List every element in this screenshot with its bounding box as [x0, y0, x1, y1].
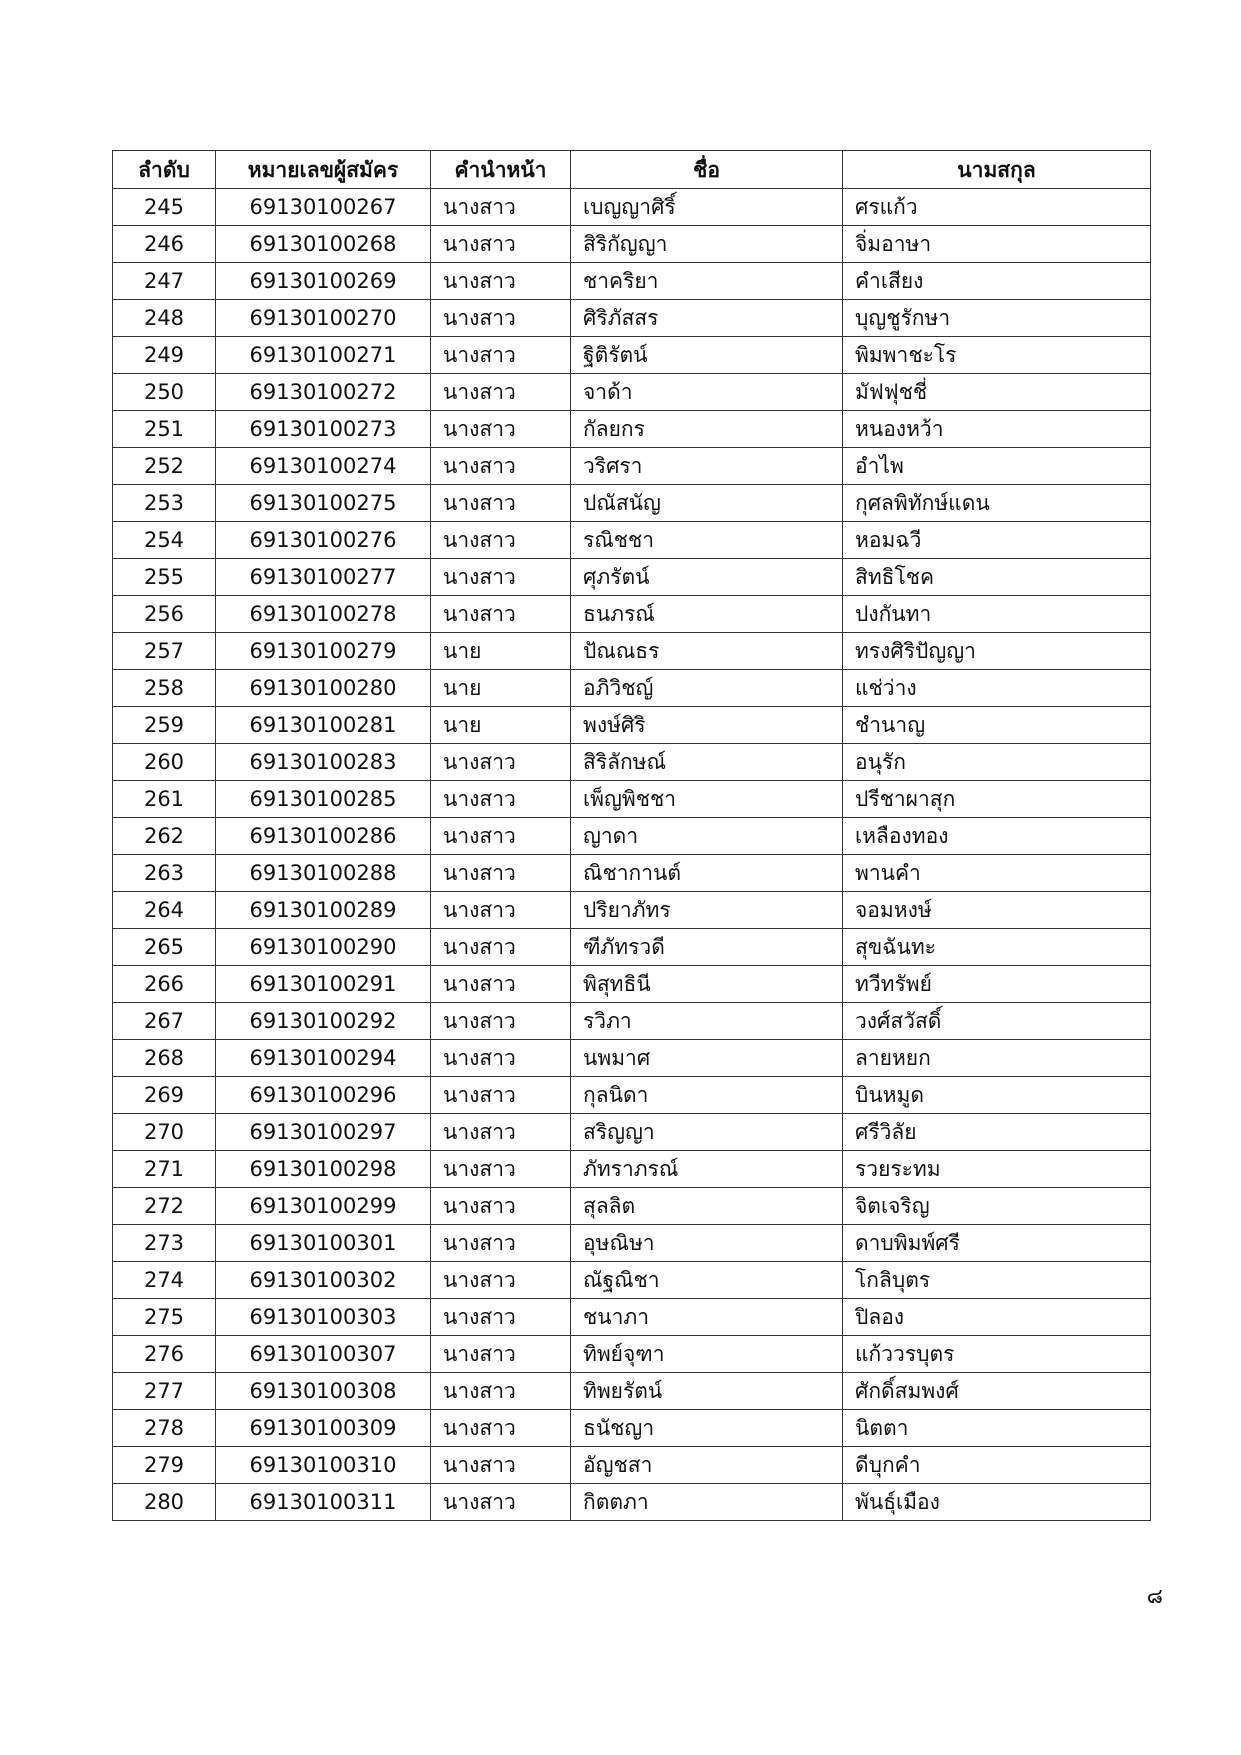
cell-applicant-id: 69130100281 [216, 707, 431, 744]
table-row [113, 337, 1151, 374]
cell-seq: 246 [113, 226, 216, 263]
cell-prefix: นาย [431, 670, 571, 707]
cell-first-name: ฐิติรัตน์ [571, 337, 843, 374]
cell-last-name: จิ่มอาษา [843, 226, 1151, 263]
cell-applicant-id: 69130100298 [216, 1151, 431, 1188]
cell-first-name: อุษณิษา [571, 1225, 843, 1262]
cell-prefix: นางสาว [431, 781, 571, 818]
cell-applicant-id: 69130100272 [216, 374, 431, 411]
cell-prefix: นางสาว [431, 1447, 571, 1484]
table-row [113, 522, 1151, 559]
cell-prefix: นางสาว [431, 1262, 571, 1299]
cell-applicant-id: 69130100307 [216, 1336, 431, 1373]
table-row [113, 263, 1151, 300]
cell-seq: 255 [113, 559, 216, 596]
cell-last-name: รวยระทม [843, 1151, 1151, 1188]
cell-first-name: สริญญา [571, 1114, 843, 1151]
table-body [113, 189, 1151, 1521]
cell-last-name: จอมหงษ์ [843, 892, 1151, 929]
cell-prefix: นางสาว [431, 1299, 571, 1336]
cell-first-name: รวิภา [571, 1003, 843, 1040]
cell-seq: 247 [113, 263, 216, 300]
cell-last-name: ปิลอง [843, 1299, 1151, 1336]
cell-last-name: ดาบพิมพ์ศรี [843, 1225, 1151, 1262]
cell-seq: 277 [113, 1373, 216, 1410]
cell-applicant-id: 69130100277 [216, 559, 431, 596]
table-header [113, 151, 1151, 189]
cell-prefix: นางสาว [431, 1151, 571, 1188]
cell-first-name: ณิชากานต์ [571, 855, 843, 892]
cell-prefix: นางสาว [431, 485, 571, 522]
cell-seq: 256 [113, 596, 216, 633]
cell-prefix: นางสาว [431, 966, 571, 1003]
cell-prefix: นางสาว [431, 522, 571, 559]
cell-seq: 249 [113, 337, 216, 374]
cell-seq: 271 [113, 1151, 216, 1188]
table-row [113, 1188, 1151, 1225]
table-row [113, 1447, 1151, 1484]
cell-prefix: นางสาว [431, 1484, 571, 1521]
cell-seq: 270 [113, 1114, 216, 1151]
table-row [113, 744, 1151, 781]
cell-applicant-id: 69130100302 [216, 1262, 431, 1299]
cell-last-name: โกลิบุตร [843, 1262, 1151, 1299]
cell-applicant-id: 69130100288 [216, 855, 431, 892]
cell-first-name: ทิพย์จุฑา [571, 1336, 843, 1373]
cell-applicant-id: 69130100270 [216, 300, 431, 337]
cell-prefix: นางสาว [431, 263, 571, 300]
cell-seq: 275 [113, 1299, 216, 1336]
cell-last-name: พันธุ์เมือง [843, 1484, 1151, 1521]
cell-first-name: ปณัสนัญ [571, 485, 843, 522]
cell-first-name: ปริยาภัทร [571, 892, 843, 929]
table-row [113, 670, 1151, 707]
table-row [113, 1262, 1151, 1299]
cell-seq: 269 [113, 1077, 216, 1114]
table-row [113, 818, 1151, 855]
cell-first-name: ธนัชญา [571, 1410, 843, 1447]
table-row [113, 781, 1151, 818]
cell-last-name: แช่ว่าง [843, 670, 1151, 707]
cell-applicant-id: 69130100297 [216, 1114, 431, 1151]
cell-prefix: นางสาว [431, 559, 571, 596]
cell-last-name: ชำนาญ [843, 707, 1151, 744]
cell-first-name: ศุภรัตน์ [571, 559, 843, 596]
cell-applicant-id: 69130100274 [216, 448, 431, 485]
cell-prefix: นางสาว [431, 596, 571, 633]
cell-seq: 267 [113, 1003, 216, 1040]
cell-applicant-id: 69130100279 [216, 633, 431, 670]
cell-seq: 278 [113, 1410, 216, 1447]
cell-first-name: วริศรา [571, 448, 843, 485]
cell-first-name: ชนาภา [571, 1299, 843, 1336]
cell-prefix: นางสาว [431, 892, 571, 929]
header-prefix: คำนำหน้า [431, 151, 571, 189]
cell-seq: 264 [113, 892, 216, 929]
cell-seq: 258 [113, 670, 216, 707]
table-row [113, 596, 1151, 633]
cell-seq: 257 [113, 633, 216, 670]
table-row [113, 1114, 1151, 1151]
table-row [113, 1003, 1151, 1040]
cell-seq: 274 [113, 1262, 216, 1299]
cell-applicant-id: 69130100291 [216, 966, 431, 1003]
table-row [113, 1225, 1151, 1262]
cell-seq: 254 [113, 522, 216, 559]
table-row [113, 1040, 1151, 1077]
cell-applicant-id: 69130100286 [216, 818, 431, 855]
cell-last-name: มัฟฟุชชี่ [843, 374, 1151, 411]
cell-last-name: ทรงศิริปัญญา [843, 633, 1151, 670]
cell-seq: 272 [113, 1188, 216, 1225]
cell-prefix: นางสาว [431, 1373, 571, 1410]
cell-seq: 260 [113, 744, 216, 781]
table-row [113, 855, 1151, 892]
cell-first-name: ชาคริยา [571, 263, 843, 300]
cell-first-name: ศิริภัสสร [571, 300, 843, 337]
cell-prefix: นางสาว [431, 1040, 571, 1077]
cell-applicant-id: 69130100299 [216, 1188, 431, 1225]
cell-last-name: จิตเจริญ [843, 1188, 1151, 1225]
cell-seq: 280 [113, 1484, 216, 1521]
cell-last-name: นิตตา [843, 1410, 1151, 1447]
table-row [113, 189, 1151, 226]
cell-first-name: ธนภรณ์ [571, 596, 843, 633]
cell-prefix: นางสาว [431, 1114, 571, 1151]
header-seq: ลำดับ [113, 151, 216, 189]
cell-applicant-id: 69130100285 [216, 781, 431, 818]
cell-applicant-id: 69130100268 [216, 226, 431, 263]
cell-prefix: นางสาว [431, 374, 571, 411]
cell-prefix: นางสาว [431, 1003, 571, 1040]
cell-prefix: นางสาว [431, 411, 571, 448]
cell-prefix: นาย [431, 707, 571, 744]
cell-first-name: กิตตภา [571, 1484, 843, 1521]
cell-last-name: ศรแก้ว [843, 189, 1151, 226]
cell-last-name: ปงกันทา [843, 596, 1151, 633]
cell-first-name: รณิชชา [571, 522, 843, 559]
cell-seq: 248 [113, 300, 216, 337]
cell-applicant-id: 69130100311 [216, 1484, 431, 1521]
table-row [113, 485, 1151, 522]
cell-seq: 250 [113, 374, 216, 411]
cell-applicant-id: 69130100280 [216, 670, 431, 707]
cell-first-name: ทิพยรัตน์ [571, 1373, 843, 1410]
cell-last-name: หนองหว้า [843, 411, 1151, 448]
cell-applicant-id: 69130100303 [216, 1299, 431, 1336]
table-row [113, 559, 1151, 596]
cell-applicant-id: 69130100283 [216, 744, 431, 781]
cell-seq: 253 [113, 485, 216, 522]
table-row [113, 929, 1151, 966]
cell-prefix: นางสาว [431, 929, 571, 966]
cell-applicant-id: 69130100292 [216, 1003, 431, 1040]
cell-last-name: บุญชูรักษา [843, 300, 1151, 337]
cell-first-name: จาด้า [571, 374, 843, 411]
cell-first-name: กุลนิดา [571, 1077, 843, 1114]
cell-applicant-id: 69130100278 [216, 596, 431, 633]
cell-last-name: สิทธิโชค [843, 559, 1151, 596]
cell-first-name: ภัทราภรณ์ [571, 1151, 843, 1188]
cell-last-name: ศรีวิลัย [843, 1114, 1151, 1151]
cell-last-name: คำเสียง [843, 263, 1151, 300]
table-row [113, 374, 1151, 411]
table-row [113, 226, 1151, 263]
cell-last-name: บินหมูด [843, 1077, 1151, 1114]
cell-applicant-id: 69130100290 [216, 929, 431, 966]
cell-prefix: นางสาว [431, 448, 571, 485]
cell-last-name: กุศลพิทักษ์แดน [843, 485, 1151, 522]
cell-prefix: นางสาว [431, 1336, 571, 1373]
cell-prefix: นางสาว [431, 855, 571, 892]
header-last-name: นามสกุล [843, 151, 1151, 189]
cell-first-name: ญาดา [571, 818, 843, 855]
cell-prefix: นางสาว [431, 300, 571, 337]
cell-last-name: หอมฉวี [843, 522, 1151, 559]
cell-last-name: ปรีชาผาสุก [843, 781, 1151, 818]
cell-first-name: เพ็ญพิชชา [571, 781, 843, 818]
cell-first-name: กัลยกร [571, 411, 843, 448]
table-row [113, 1299, 1151, 1336]
cell-last-name: แก้ววรบุตร [843, 1336, 1151, 1373]
cell-applicant-id: 69130100276 [216, 522, 431, 559]
table-row [113, 1373, 1151, 1410]
cell-seq: 279 [113, 1447, 216, 1484]
cell-prefix: นางสาว [431, 337, 571, 374]
cell-applicant-id: 69130100301 [216, 1225, 431, 1262]
cell-last-name: พานคำ [843, 855, 1151, 892]
table-row [113, 300, 1151, 337]
cell-seq: 273 [113, 1225, 216, 1262]
table-row [113, 707, 1151, 744]
table-row [113, 1410, 1151, 1447]
table-row [113, 892, 1151, 929]
cell-last-name: ลายหยก [843, 1040, 1151, 1077]
table-row [113, 633, 1151, 670]
cell-first-name: พงษ์ศิริ [571, 707, 843, 744]
cell-first-name: สิริลักษณ์ [571, 744, 843, 781]
table-row [113, 411, 1151, 448]
cell-applicant-id: 69130100308 [216, 1373, 431, 1410]
cell-seq: 245 [113, 189, 216, 226]
cell-applicant-id: 69130100269 [216, 263, 431, 300]
cell-applicant-id: 69130100296 [216, 1077, 431, 1114]
cell-applicant-id: 69130100294 [216, 1040, 431, 1077]
cell-seq: 262 [113, 818, 216, 855]
applicant-table [112, 150, 1151, 1521]
cell-first-name: ณัฐณิชา [571, 1262, 843, 1299]
header-row [113, 151, 1151, 189]
cell-last-name: ศักดิ์สมพงศ์ [843, 1373, 1151, 1410]
cell-seq: 276 [113, 1336, 216, 1373]
cell-first-name: อภิวิชญ์ [571, 670, 843, 707]
cell-applicant-id: 69130100273 [216, 411, 431, 448]
cell-prefix: นางสาว [431, 818, 571, 855]
cell-last-name: ทวีทรัพย์ [843, 966, 1151, 1003]
cell-first-name: อัญชสา [571, 1447, 843, 1484]
cell-last-name: สุขฉันทะ [843, 929, 1151, 966]
cell-applicant-id: 69130100309 [216, 1410, 431, 1447]
cell-last-name: เหลืองทอง [843, 818, 1151, 855]
header-first-name: ชื่อ [571, 151, 843, 189]
table-row [113, 1336, 1151, 1373]
cell-applicant-id: 69130100271 [216, 337, 431, 374]
cell-applicant-id: 69130100310 [216, 1447, 431, 1484]
cell-prefix: นางสาว [431, 189, 571, 226]
cell-first-name: พิสุทธินี [571, 966, 843, 1003]
table-row [113, 1077, 1151, 1114]
cell-prefix: นางสาว [431, 744, 571, 781]
cell-first-name: เบญญาศิริ์ [571, 189, 843, 226]
table-row [113, 448, 1151, 485]
cell-seq: 252 [113, 448, 216, 485]
cell-seq: 268 [113, 1040, 216, 1077]
cell-seq: 265 [113, 929, 216, 966]
cell-last-name: พิมพาชะโร [843, 337, 1151, 374]
cell-seq: 259 [113, 707, 216, 744]
page-number: ๘ [1146, 1584, 1163, 1608]
table-row [113, 1484, 1151, 1521]
cell-prefix: นางสาว [431, 1077, 571, 1114]
cell-first-name: สิริกัญญา [571, 226, 843, 263]
cell-seq: 261 [113, 781, 216, 818]
cell-seq: 266 [113, 966, 216, 1003]
cell-last-name: อนุรัก [843, 744, 1151, 781]
cell-last-name: ดีบุกคำ [843, 1447, 1151, 1484]
cell-first-name: สุลลิต [571, 1188, 843, 1225]
cell-seq: 251 [113, 411, 216, 448]
cell-applicant-id: 69130100289 [216, 892, 431, 929]
cell-applicant-id: 69130100267 [216, 189, 431, 226]
table-row [113, 966, 1151, 1003]
cell-prefix: นางสาว [431, 1225, 571, 1262]
table-row [113, 1151, 1151, 1188]
cell-prefix: นางสาว [431, 1188, 571, 1225]
header-applicant-id: หมายเลขผู้สมัคร [216, 151, 431, 189]
cell-prefix: นาย [431, 633, 571, 670]
cell-last-name: วงศ์สวัสดิ์ [843, 1003, 1151, 1040]
cell-first-name: ปัณณธร [571, 633, 843, 670]
cell-prefix: นางสาว [431, 226, 571, 263]
cell-seq: 263 [113, 855, 216, 892]
cell-applicant-id: 69130100275 [216, 485, 431, 522]
cell-prefix: นางสาว [431, 1410, 571, 1447]
cell-first-name: นพมาศ [571, 1040, 843, 1077]
cell-last-name: อำไพ [843, 448, 1151, 485]
cell-first-name: ฑีภัทรวดี [571, 929, 843, 966]
